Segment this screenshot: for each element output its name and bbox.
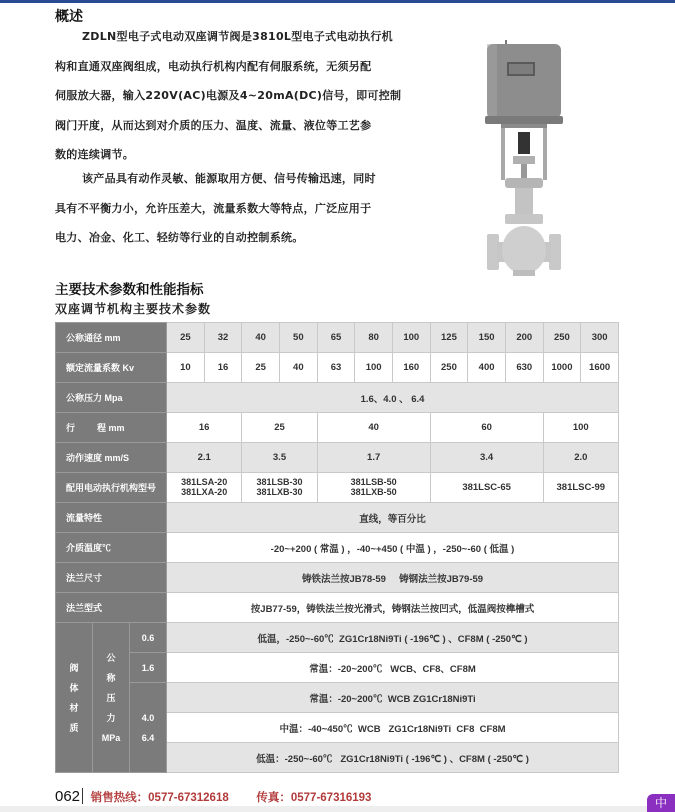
cell: 250: [430, 353, 468, 383]
row-flange-type: [56, 593, 619, 623]
specs-heading: 主要技术参数和性能指标: [55, 282, 204, 298]
cell: 25: [242, 413, 317, 443]
row-label: 配用电动执行机构型号: [56, 473, 167, 503]
cell: 300: [581, 323, 619, 353]
cell: 400: [468, 353, 506, 383]
cell: 常温：-20~200℃ WCB ZG1Cr18Ni9Ti: [167, 683, 619, 713]
row-label: 额定流量系数 Kv: [56, 353, 167, 383]
row-nominal-diameter: [56, 323, 619, 353]
para1-line: 构和直通双座阀组成，电动执行机构内配有伺服系统，无须另配: [55, 59, 372, 73]
pressure-value-group: [130, 683, 167, 773]
cell: 40: [280, 353, 318, 383]
cell: 100: [543, 413, 618, 443]
pressure-value: 4.0: [141, 712, 155, 723]
cell: 630: [505, 353, 543, 383]
label-char: 材: [69, 702, 79, 713]
para1-line-text: ZDLN型电子式电动双座调节阀是3810L型电子式电动执行机: [82, 30, 393, 43]
cell: 常温：-20~200℃ WCB、CF8、CF8M: [167, 653, 619, 683]
para1-line: 数的连续调节。: [55, 148, 135, 161]
cell: 10: [167, 353, 205, 383]
cell: 150: [468, 323, 506, 353]
cell: 3.5: [242, 443, 317, 473]
label-part: 程 mm: [97, 423, 125, 433]
cell: 低温：-250~-60℃ ZG1Cr18Ni9Ti ( -196℃ ) 、CF8M ( -250℃ ): [167, 743, 619, 773]
cell: 40: [242, 323, 280, 353]
para1-line: [55, 22, 415, 52]
label-char: 质: [69, 722, 79, 733]
para1-line: 阀门开度，从而达到对介质的压力、温度、流量、液位等工艺参: [55, 118, 372, 132]
pressure-value: 6.4: [141, 732, 155, 743]
page-footer: [55, 788, 371, 805]
cell: [167, 473, 242, 503]
model-line: 381LXA-20: [181, 486, 228, 497]
cell: 50: [280, 323, 318, 353]
row-label: [56, 413, 167, 443]
cell: 1000: [543, 353, 581, 383]
cell: 100: [392, 323, 430, 353]
cell: 铸铁法兰按JB78-59 铸钢法兰按JB79-59: [167, 563, 619, 593]
label-char: 称: [106, 672, 116, 683]
cell: 3.4: [430, 443, 543, 473]
cell: 25: [242, 353, 280, 383]
para2-line: 具有不平衡力小，允许压差大，流量系数大等特点，广泛应用于: [55, 201, 372, 215]
para1-line: 伺服放大器，输入220V(AC)电源及4~20mA(DC)信号，即可控制: [55, 89, 402, 102]
row-label: 动作速度 mm/S: [56, 443, 167, 473]
cell: 16: [167, 413, 242, 443]
row-flow-characteristic: [56, 503, 619, 533]
cell: 40: [317, 413, 430, 443]
cell: 25: [167, 323, 205, 353]
overview-heading: 概述: [55, 9, 83, 25]
cell: 80: [355, 323, 393, 353]
cell: 16: [204, 353, 242, 383]
cell: 1.6、4.0 、 6.4: [167, 383, 619, 413]
cell: [242, 473, 317, 503]
cell: 按JB77-59，铸铁法兰按光滑式，铸钢法兰按凹式，低温阀按榫槽式: [167, 593, 619, 623]
footer-divider: [82, 788, 83, 804]
fax-number: 传真：0577-67316193: [256, 792, 372, 804]
row-label: 流量特性: [56, 503, 167, 533]
electric-valve-image: [485, 38, 565, 278]
model-line: 381LXB-50: [350, 486, 397, 497]
cell: 160: [392, 353, 430, 383]
row-speed: [56, 443, 619, 473]
label-char: 压: [106, 692, 116, 703]
para2-line: [55, 164, 415, 194]
label-char: 体: [69, 682, 79, 693]
row-label: 法兰型式: [56, 593, 167, 623]
label-char: 公: [106, 652, 116, 663]
row-nominal-pressure: [56, 383, 619, 413]
para2-line-text: 该产品具有动作灵敏、能源取用方便、信号传输迅速，同时: [82, 172, 376, 185]
page-number: 062: [55, 788, 81, 805]
cell: 1.7: [317, 443, 430, 473]
cell: 65: [317, 323, 355, 353]
model-line: 381LSA-20: [181, 477, 228, 487]
cell: 2.1: [167, 443, 242, 473]
body-material-label: [56, 623, 93, 773]
label-part: 行: [66, 423, 76, 433]
para2-line: 电力、冶金、化工、轻纺等行业的自动控制系统。: [55, 231, 304, 244]
top-border-bar: [0, 0, 675, 3]
label-char: 力: [106, 712, 116, 723]
ime-indicator[interactable]: 中: [647, 794, 675, 812]
row-medium-temperature: [56, 533, 619, 563]
row-body-material-1: [56, 623, 619, 653]
cell: [317, 473, 430, 503]
nominal-pressure-label: [93, 623, 130, 773]
label-char: 阀: [69, 662, 79, 673]
row-label: 公称压力 Mpa: [56, 383, 167, 413]
cell: 1600: [581, 353, 619, 383]
pressure-value: 1.6: [130, 653, 167, 683]
model-line: 381LSB-30: [256, 477, 303, 487]
row-label: 介质温度℃: [56, 533, 167, 563]
cell: 100: [355, 353, 393, 383]
row-flow-coefficient: [56, 353, 619, 383]
cell: 直线，等百分比: [167, 503, 619, 533]
cell: 381LSC-65: [430, 473, 543, 503]
overview-paragraph-1: [55, 22, 415, 170]
overview-paragraph-2: [55, 164, 415, 253]
row-body-material-3: [56, 683, 619, 713]
row-label: 公称通径 mm: [56, 323, 167, 353]
row-flange-size: [56, 563, 619, 593]
model-line: 381LXB-30: [256, 486, 303, 497]
pressure-value: 0.6: [130, 623, 167, 653]
cell: 2.0: [543, 443, 618, 473]
row-body-material-2: [56, 653, 619, 683]
cell: 200: [505, 323, 543, 353]
specs-subheading: 双座调节机构主要技术参数: [55, 302, 212, 316]
row-label: 法兰尺寸: [56, 563, 167, 593]
sales-hotline: 销售热线：0577-67312618: [90, 792, 229, 804]
bottom-strip: [0, 806, 675, 812]
spec-table: [55, 322, 619, 773]
cell: 125: [430, 323, 468, 353]
row-actuator: [56, 473, 619, 503]
cell: 381LSC-99: [543, 473, 618, 503]
cell: 低温，-250~-60℃ ZG1Cr18Ni9Ti ( -196℃ ) 、CF8M ( -250℃ ): [167, 623, 619, 653]
model-line: 381LSB-50: [350, 477, 397, 487]
row-stroke: [56, 413, 619, 443]
cell: 250: [543, 323, 581, 353]
cell: 63: [317, 353, 355, 383]
label-char: MPa: [101, 732, 121, 743]
cell: 中温：-40~450℃ WCB ZG1Cr18Ni9Ti CF8 CF8M: [167, 713, 619, 743]
cell: 60: [430, 413, 543, 443]
cell: -20~+200 ( 常温 ) ，-40~+450 ( 中温 ) ，-250~-60 ( 低温 ): [167, 533, 619, 563]
cell: 32: [204, 323, 242, 353]
